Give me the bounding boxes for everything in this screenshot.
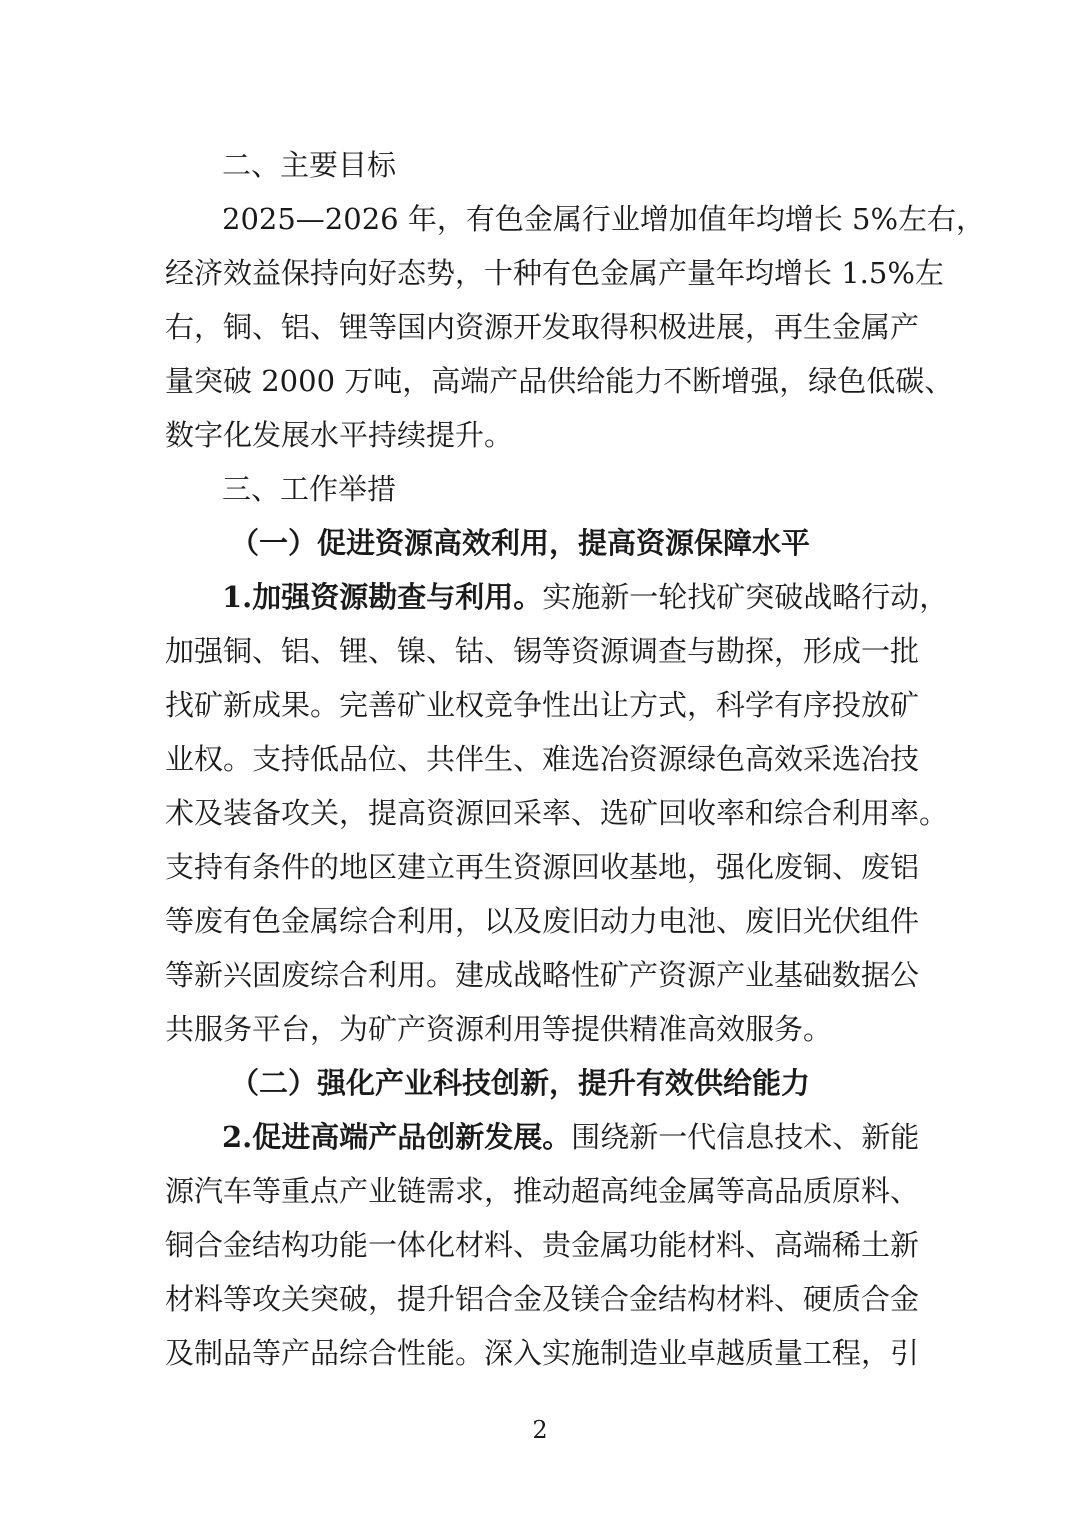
paragraph-line: 材料等攻关突破，提升铝合金及镁合金结构材料、硬质合金 <box>165 1282 920 1316</box>
paragraph-line: 铜合金结构功能一体化材料、贵金属功能材料、高端稀土新 <box>165 1228 920 1262</box>
paragraph-line: 源汽车等重点产业链需求，推动超高纯金属等高品质原料、 <box>165 1174 920 1208</box>
section-heading-work-measures: 三、工作举措 <box>222 472 397 506</box>
paragraph-line: 经济效益保持向好态势，十种有色金属产量年均增长 1.5%左 <box>165 256 944 290</box>
paragraph-line: 支持有条件的地区建立再生资源回收基地，强化废铜、废铝 <box>165 850 920 884</box>
item-title: 2.促进高端产品创新发展。 <box>222 1120 572 1154</box>
subsection-heading-innovation: （二）强化产业科技创新，提升有效供给能力 <box>230 1066 811 1100</box>
paragraph-line: 找矿新成果。完善矿业权竞争性出让方式，科学有序投放矿 <box>165 688 920 722</box>
paragraph-line: 业权。支持低品位、共伴生、难选冶资源绿色高效采选冶技 <box>165 742 920 776</box>
item-text: 围绕新一代信息技术、新能 <box>571 1120 920 1154</box>
item-text: 实施新一轮找矿突破战略行动， <box>542 580 949 614</box>
paragraph-line <box>222 577 949 617</box>
subsection-heading-resources: （一）促进资源高效利用，提高资源保障水平 <box>230 526 811 560</box>
paragraph-line: 2025—2026 年，有色金属行业增加值年均增长 5%左右， <box>222 202 986 236</box>
item-title: 1.加强资源勘查与利用。 <box>222 580 543 614</box>
paragraph-line: 加强铜、铝、锂、镍、钴、锡等资源调查与勘探，形成一批 <box>165 634 920 668</box>
paragraph-line: 等新兴固废综合利用。建成战略性矿产资源产业基础数据公 <box>165 958 920 992</box>
paragraph-line: 共服务平台，为矿产资源利用等提供精准高效服务。 <box>165 1012 833 1046</box>
paragraph-line: 量突破 2000 万吨，高端产品供给能力不断增强，绿色低碳、 <box>165 364 954 398</box>
page-number: 2 <box>532 1416 548 1444</box>
section-heading-main-goals: 二、主要目标 <box>222 148 397 182</box>
paragraph-line: 术及装备攻关，提高资源回采率、选矿回收率和综合利用率。 <box>165 796 949 830</box>
paragraph-line: 等废有色金属综合利用，以及废旧动力电池、废旧光伏组件 <box>165 904 920 938</box>
paragraph-line: 右，铜、铝、锂等国内资源开发取得积极进展，再生金属产 <box>165 310 920 344</box>
paragraph-line: 数字化发展水平持续提升。 <box>165 418 514 452</box>
paragraph-line: 及制品等产品综合性能。深入实施制造业卓越质量工程，引 <box>165 1336 920 1370</box>
paragraph-line <box>222 1117 920 1157</box>
